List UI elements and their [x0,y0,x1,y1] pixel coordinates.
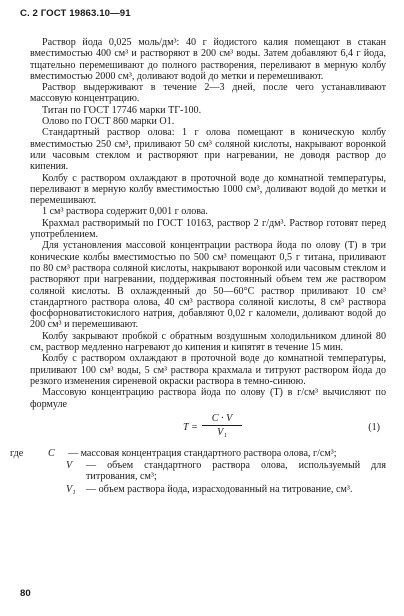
paragraph-iodine-solution: Раствор йода 0,025 моль/дм³: 40 г йодистого калия помещают в стакан вместимостью 400 см³ и растворяют в 200 см³ воды. Затем добавляют 6,4 г йода, тщательно перемешивают до полного растворения, переливают в мерную колбу вместимостью 2000 см³, доливают водой до метки и перемешивают. [30,37,386,82]
formula-denominator: V₁ [217,427,227,439]
definition-text: — объем стандартного раствора олова, используемый для титрования, см³; [86,460,386,483]
formula-fraction [202,413,242,439]
page-header: С. 2 ГОСТ 19863.10—91 [20,8,131,19]
paragraph-tin: Олово по ГОСТ 860 марки О1. [42,116,175,128]
definition-c [10,447,386,459]
paragraph-cooling: Колбу с раствором охлаждают в проточной воде до комнатной температуры, переливают в мерную колбу вместимостью 1000 см³, доливают водой до метки и перемешивают. [30,172,386,207]
formula-definitions [10,447,386,495]
definition-v1 [30,484,386,495]
paragraph-titration: Колбу с раствором охлаждают в проточной воде до комнатной температуры, приливают 100 см³ воды, 5 см³ раствора крахмала и титруют раствором йода до резкого изменения сиреневой окраски раствора в темно-синюю. [30,353,386,387]
definition-symbol: V [66,460,73,472]
formula-lhs: T = [183,421,198,433]
definition-text: — объем раствора йода, израсходованный на титрование, см³. [86,483,353,495]
paragraph-aging: Раствор выдерживают в течение 2—3 дней, после чего устанавливают массовую концентрацию. [30,82,386,105]
formula-intro: Массовую концентрацию раствора йода по олову (Т) в г/см³ вычисляют по формуле [30,387,386,410]
paragraph-boiling: Колбу закрывают пробкой с обратным воздушным холодильником длиной 80 см, раствор медленно нагревают до кипения и кипятят в течение 15 мин. [30,330,386,354]
formula-numerator: C · V [202,413,242,426]
definition-lead: где [10,447,24,459]
paragraph-determination: Для установления массовой концентрации раствора йода по олову (Т) в три конические колбы вместимостью по 500 см³ помещают 0,5 г титана, приливают по 80 см³ раствора соляной кислоты, накрывают воронкой или часовым стеклом и растворяют при нагревании, поддерживая постоянный объем тем же раствором соляной кислоты. В охлажденный до 50—60°С раствор приливают 10 см³ стандартного раствора олова, 40 см³ раствора соляной кислоты, 8 см³ раствора фосфорноватистокислого натрия, добавляют 0,02 г каломели, доливают водой до 200 см³ и перемешивают. [30,240,386,331]
paragraph-titanium: Титан по ГОСТ 17746 марки ТГ-100. [42,104,202,116]
page-number: 80 [20,588,31,599]
formula-1 [30,412,386,446]
definition-v [30,460,386,483]
definition-symbol: C [48,447,55,459]
definition-symbol: V₁ [66,483,76,495]
definition-text: — массовая концентрация стандартного раствора олова, г/см³; [68,447,337,459]
paragraph-standard-tin-solution: Стандартный раствор олова: 1 г олова помещают в коническую колбу вместимостью 250 см³, приливают 50 см³ соляной кислоты, накрывают воронкой или часовым стеклом и растворяют при нагревании, не доводя раствор до кипения. [30,127,386,173]
formula-number: (1) [368,421,380,433]
paragraph-tin-content: 1 см³ раствора содержит 0,001 г олова. [42,206,208,218]
paragraph-starch: Крахмал растворимый по ГОСТ 10163, раствор 2 г/дм³. Раствор готовят перед употреблением. [30,217,386,241]
document-body [10,37,386,496]
